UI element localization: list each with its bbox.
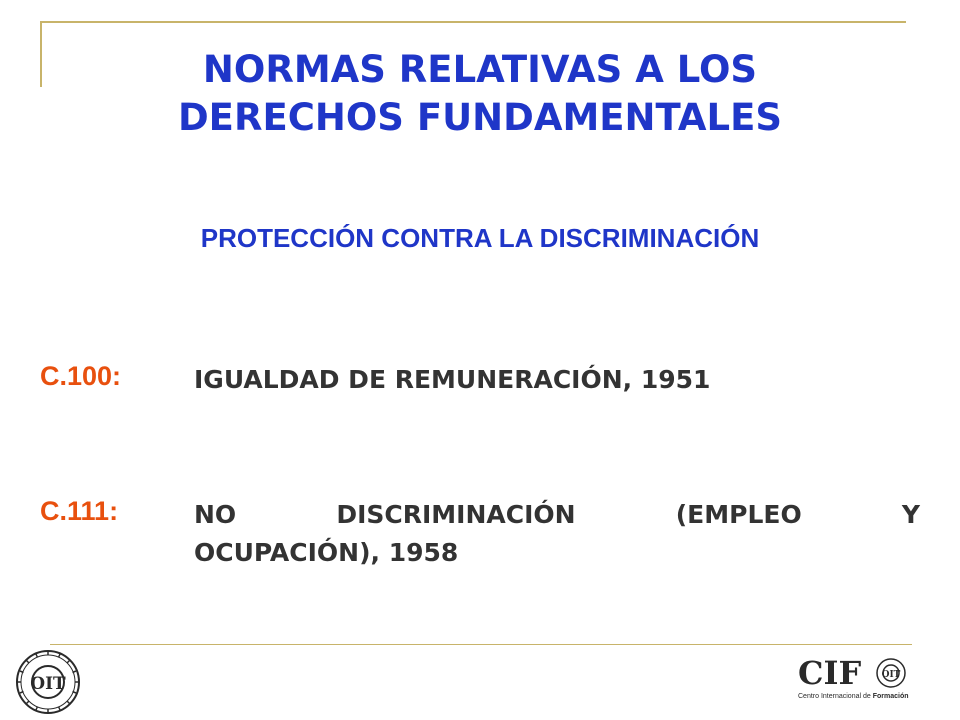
cif-seal-text: OIT xyxy=(881,670,901,680)
bottom-rule xyxy=(50,644,912,645)
left-rule xyxy=(40,21,42,87)
convention-title xyxy=(194,496,920,572)
title-line-2: DERECHOS FUNDAMENTALES xyxy=(177,96,783,139)
cif-logo-icon xyxy=(796,654,946,704)
cif-caption-regular: Centro Internacional de xyxy=(798,693,873,700)
title-line-1: NORMAS RELATIVAS A LOS xyxy=(202,48,758,91)
convention-title-line-1: NO DISCRIMINACIÓN (EMPLEO Y xyxy=(194,500,920,529)
convention-code: C.111: xyxy=(40,496,119,526)
slide-title xyxy=(60,46,900,142)
convention-code: C.100: xyxy=(40,361,122,391)
cif-brand-text: CIF xyxy=(798,654,862,692)
oit-seal-icon xyxy=(8,647,88,717)
cif-caption-bold: Formación xyxy=(872,693,909,700)
convention-title: IGUALDAD DE REMUNERACIÓN, 1951 xyxy=(194,365,711,394)
slide-subtitle: PROTECCIÓN CONTRA LA DISCRIMINACIÓN xyxy=(200,223,760,253)
convention-title-line-2: OCUPACIÓN), 1958 xyxy=(194,538,459,567)
cif-caption xyxy=(798,693,909,700)
oit-seal-text: OIT xyxy=(30,674,66,694)
top-rule xyxy=(40,21,906,23)
